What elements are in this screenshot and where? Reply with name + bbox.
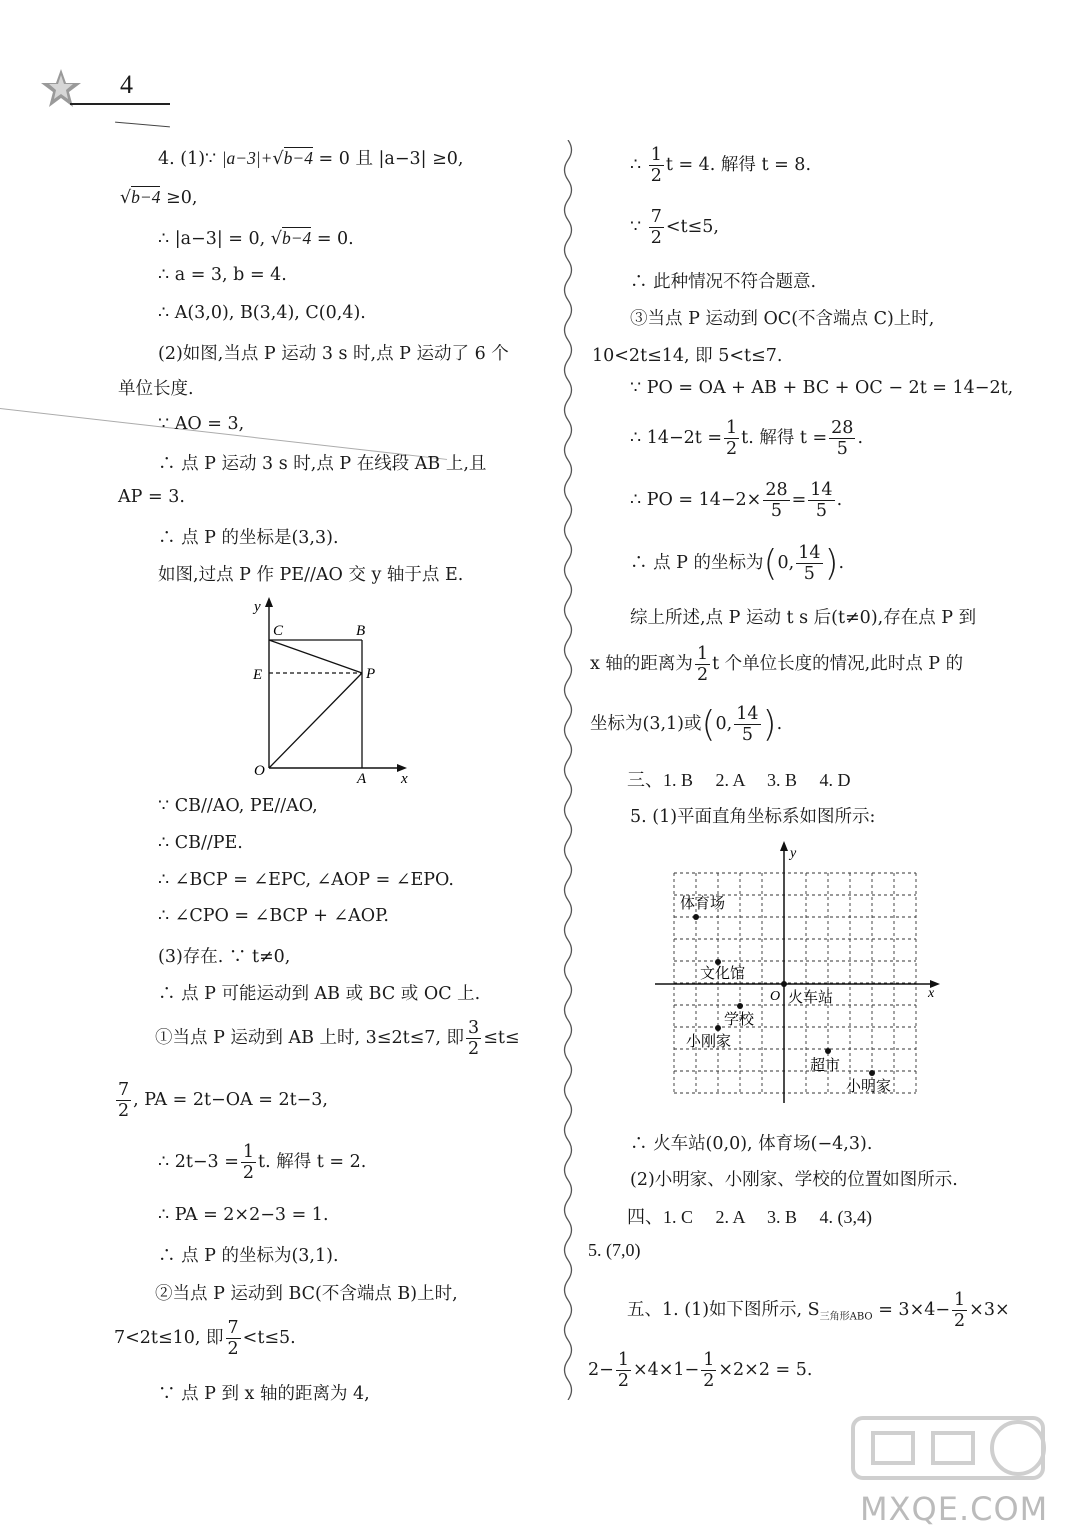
line-l04: ∴ a = 3, b = 4. (158, 265, 287, 285)
numerator: 1 (617, 1350, 629, 1370)
line-r06: ∵ PO = OA + AB + BC + OC − 2t = 14−2t, (630, 378, 1014, 398)
line-r02 (630, 207, 719, 248)
text: 7<2t≤10, 即 (114, 1328, 224, 1349)
numerator: 28 (765, 480, 788, 500)
label-huochezhan: 火车站 (788, 988, 834, 1006)
text: . (838, 553, 845, 574)
line-r18: 5. (7,0) (588, 1240, 641, 1260)
point-xiaoganjia (715, 1025, 721, 1031)
line-l25 (114, 1318, 296, 1359)
text: = (791, 490, 807, 511)
numerator: 1 (696, 644, 709, 664)
line-r09: ∴ 点 P 的坐标为(0, $\frac{14}{5}$ ). (630, 543, 845, 585)
line-r20 (588, 1350, 812, 1391)
point-chaoshi (825, 1048, 831, 1054)
numerator: 3 (468, 1018, 480, 1038)
text: 0, (777, 553, 795, 574)
label-A: A (357, 771, 367, 785)
line-l11: ∴ 点 P 的坐标是(3,3). (158, 528, 339, 548)
line-r15: ∴ 火车站(0,0), 体育场(−4,3). (630, 1134, 873, 1154)
line-r11 (590, 644, 963, 685)
denominator: 2 (954, 1311, 966, 1332)
figure-grid-map (650, 838, 950, 1110)
denominator: 2 (703, 1371, 715, 1392)
line-r17: 四、1. C 2. A 3. B 4. (3,4) (627, 1207, 873, 1227)
text: t. 解得 t = 2. (258, 1152, 367, 1173)
text: b−4 (281, 228, 312, 248)
text: = 0 且 |a−3| ≥0, (312, 149, 464, 169)
fraction (808, 480, 834, 521)
numerator: 14 (810, 480, 833, 500)
numerator: 7 (118, 1080, 130, 1100)
denominator: 2 (118, 1101, 130, 1122)
denominator: 2 (696, 665, 709, 686)
label-xuexiao: 学校 (724, 1010, 755, 1028)
point-tiyuchang (693, 914, 699, 920)
line-l16: ∴ ∠CPO = ∠BCP + ∠AOP. (158, 906, 389, 926)
line-l14: ∴ CB//PE. (158, 833, 243, 853)
denominator: 2 (227, 1339, 239, 1360)
line-r12: 坐标为(3,1)或(0, $\frac{14}{5}$ ). (590, 704, 783, 746)
numerator: 14 (798, 543, 821, 563)
text: ∴ 点 P 的坐标为 (630, 553, 764, 574)
fraction (724, 418, 739, 459)
text: 4. (1)∵ (158, 149, 222, 169)
numerator: 28 (831, 418, 854, 438)
segment-OP (269, 673, 362, 768)
numerator: 7 (227, 1318, 239, 1338)
line-r07 (630, 418, 863, 459)
line-l23: ∴ 点 P 的坐标为(3,1). (158, 1246, 339, 1266)
text: ∴ 14−2t = (630, 428, 723, 449)
label-x: x (928, 986, 935, 1001)
label-x: x (401, 771, 408, 785)
text: ∴ 2t−3 = (158, 1152, 239, 1173)
text: , PA = 2t−OA = 2t−3, (133, 1090, 328, 1111)
fraction (616, 1350, 631, 1391)
numerator: 14 (736, 704, 759, 724)
line-l12: 如图,过点 P 作 PE//AO 交 y 轴于点 E. (158, 565, 464, 585)
label-tiyuchang: 体育场 (680, 894, 726, 912)
line-r05: 10<2t≤14, 即 5<t≤7. (592, 346, 783, 366)
point-huochezhan (781, 981, 787, 987)
denominator: 2 (242, 1163, 255, 1184)
line-r03: ∴ 此种情况不符合题意. (630, 272, 817, 292)
line-l18: ∴ 点 P 可能运动到 AB 或 BC 或 OC 上. (158, 984, 481, 1004)
numerator: 1 (703, 1350, 715, 1370)
fraction (796, 543, 822, 584)
line-r01 (630, 145, 811, 186)
text: x 轴的距离为 (590, 654, 693, 675)
text: ①当点 P 运动到 AB 上时, 3≤2t≤7, 即 (155, 1028, 465, 1049)
line-r13: 三、1. B 2. A 3. B 4. D (627, 770, 851, 790)
text: ≤t≤ (483, 1028, 520, 1049)
fraction (466, 1018, 481, 1059)
page-number: 4 (120, 70, 133, 99)
fraction (695, 644, 710, 685)
text: . (836, 490, 843, 511)
label-y: y (790, 846, 797, 861)
text: ×2×2 = 5. (718, 1360, 813, 1381)
line-r04: ③当点 P 运动到 OC(不含端点 C)上时, (630, 309, 935, 329)
denominator: 5 (803, 564, 815, 585)
text: |a−3|+ (221, 148, 273, 168)
label-B: B (356, 623, 366, 639)
text: 五、1. (1)如下图所示, S (627, 1300, 820, 1321)
line-l26: ∵ 点 P 到 x 轴的距离为 4, (158, 1384, 370, 1404)
line-l07: 单位长度. (118, 379, 194, 399)
point-xuexiao (737, 1003, 743, 1009)
numerator: 7 (650, 207, 662, 227)
text: t 个单位长度的情况,此时点 P 的 (712, 654, 964, 675)
line-l22: ∴ PA = 2×2−3 = 1. (158, 1205, 329, 1225)
y-axis-arrow (265, 597, 273, 607)
line-l02: √b−4 ≥0, (120, 187, 198, 208)
label-y: y (254, 599, 261, 615)
text: ∴ (630, 155, 647, 176)
subscript: 三角形ABO (819, 1311, 873, 1323)
label-xiaoganjia: 小刚家 (686, 1032, 732, 1050)
column-divider (555, 140, 581, 1400)
text: ∵ (630, 217, 647, 238)
denominator: 2 (650, 166, 662, 187)
line-l24: ②当点 P 运动到 BC(不含端点 B)上时, (155, 1284, 458, 1304)
label-C: C (273, 623, 284, 639)
text: = 3×4− (872, 1300, 951, 1321)
denominator: 2 (468, 1039, 480, 1060)
fraction (116, 1080, 131, 1121)
text: b−4 (283, 148, 313, 168)
denominator: 5 (741, 725, 753, 746)
text: 2− (588, 1360, 614, 1381)
line-l06: (2)如图,当点 P 运动 3 s 时,点 P 运动了 6 个 (158, 344, 509, 364)
label-E: E (253, 667, 263, 683)
text: = 0. (311, 229, 354, 249)
line-l05: ∴ A(3,0), B(3,4), C(0,4). (158, 303, 366, 323)
fraction (241, 1142, 256, 1183)
label-O: O (770, 989, 781, 1004)
text: ∴ PO = 14−2× (630, 490, 762, 511)
fraction (226, 1318, 241, 1359)
line-l09: ∴ 点 P 运动 3 s 时,点 P 在线段 AB 上,且 (158, 454, 487, 474)
label-O: O (254, 763, 265, 779)
denominator: 2 (726, 439, 738, 460)
denominator: 5 (815, 501, 827, 522)
text: t = 4. 解得 t = 8. (665, 155, 812, 176)
point-xiaomingjia (869, 1070, 875, 1076)
text: ×4×1− (632, 1360, 700, 1381)
line-l01: 4. (1)∵ |a−3|+√b−4 = 0 且 |a−3| ≥0, (158, 148, 464, 169)
text: <t≤5. (242, 1328, 296, 1349)
line-l15: ∴ ∠BCP = ∠EPC, ∠AOP = ∠EPO. (158, 870, 454, 890)
text: 坐标为(3,1)或 (590, 714, 702, 735)
text: ×3× (969, 1300, 1010, 1321)
line-r08 (630, 480, 842, 521)
text: <t≤5, (665, 217, 719, 238)
fraction (649, 207, 664, 248)
line-l20 (114, 1080, 328, 1121)
text: ≥0, (160, 188, 198, 208)
numerator: 1 (242, 1142, 255, 1162)
figure-rectangle-diagram (245, 595, 415, 785)
fraction (952, 1290, 967, 1331)
text: b−4 (131, 187, 161, 207)
line-r14: 5. (1)平面直角坐标系如图所示: (630, 807, 876, 827)
fraction (701, 1350, 716, 1391)
numerator: 1 (650, 145, 662, 165)
label-wenhuaguan: 文化馆 (700, 964, 746, 982)
label-chaoshi: 超市 (810, 1056, 841, 1074)
numerator: 1 (726, 418, 738, 438)
numerator: 1 (954, 1290, 966, 1310)
watermark-text: MXQE.COM (860, 1490, 1049, 1528)
label-xiaomingjia: 小明家 (846, 1077, 892, 1095)
line-l21 (158, 1142, 366, 1183)
text: ∴ |a−3| = 0, (158, 229, 271, 249)
line-l13: ∵ CB//AO, PE//AO, (158, 796, 318, 816)
label-P: P (366, 666, 376, 682)
line-l17: (3)存在. ∵ t≠0, (158, 947, 291, 967)
line-r16: (2)小明家、小刚家、学校的位置如图所示. (630, 1170, 958, 1190)
denominator: 5 (770, 501, 783, 522)
star-icon (38, 66, 84, 112)
y-axis-arrow (780, 841, 788, 851)
fraction (829, 418, 855, 459)
text: . (776, 714, 783, 735)
fraction (649, 145, 664, 186)
line-l08: ∵ AO = 3, (158, 414, 245, 434)
line-r19 (627, 1290, 1010, 1331)
text: 0, (715, 714, 733, 735)
line-l10: AP = 3. (118, 487, 185, 507)
header-rule (70, 103, 170, 105)
text: . (857, 428, 864, 449)
denominator: 2 (617, 1371, 629, 1392)
fraction (763, 480, 789, 521)
denominator: 2 (650, 228, 662, 249)
header-rule-short (115, 122, 170, 128)
line-r10: 综上所述,点 P 运动 t s 后(t≠0),存在点 P 到 (630, 608, 977, 628)
denominator: 5 (836, 439, 848, 460)
text: t. 解得 t = (741, 428, 828, 449)
segment-CP (269, 640, 362, 673)
line-l03: ∴ |a−3| = 0, √b−4 = 0. (158, 228, 354, 249)
fraction (734, 704, 760, 745)
line-l19 (155, 1018, 520, 1059)
